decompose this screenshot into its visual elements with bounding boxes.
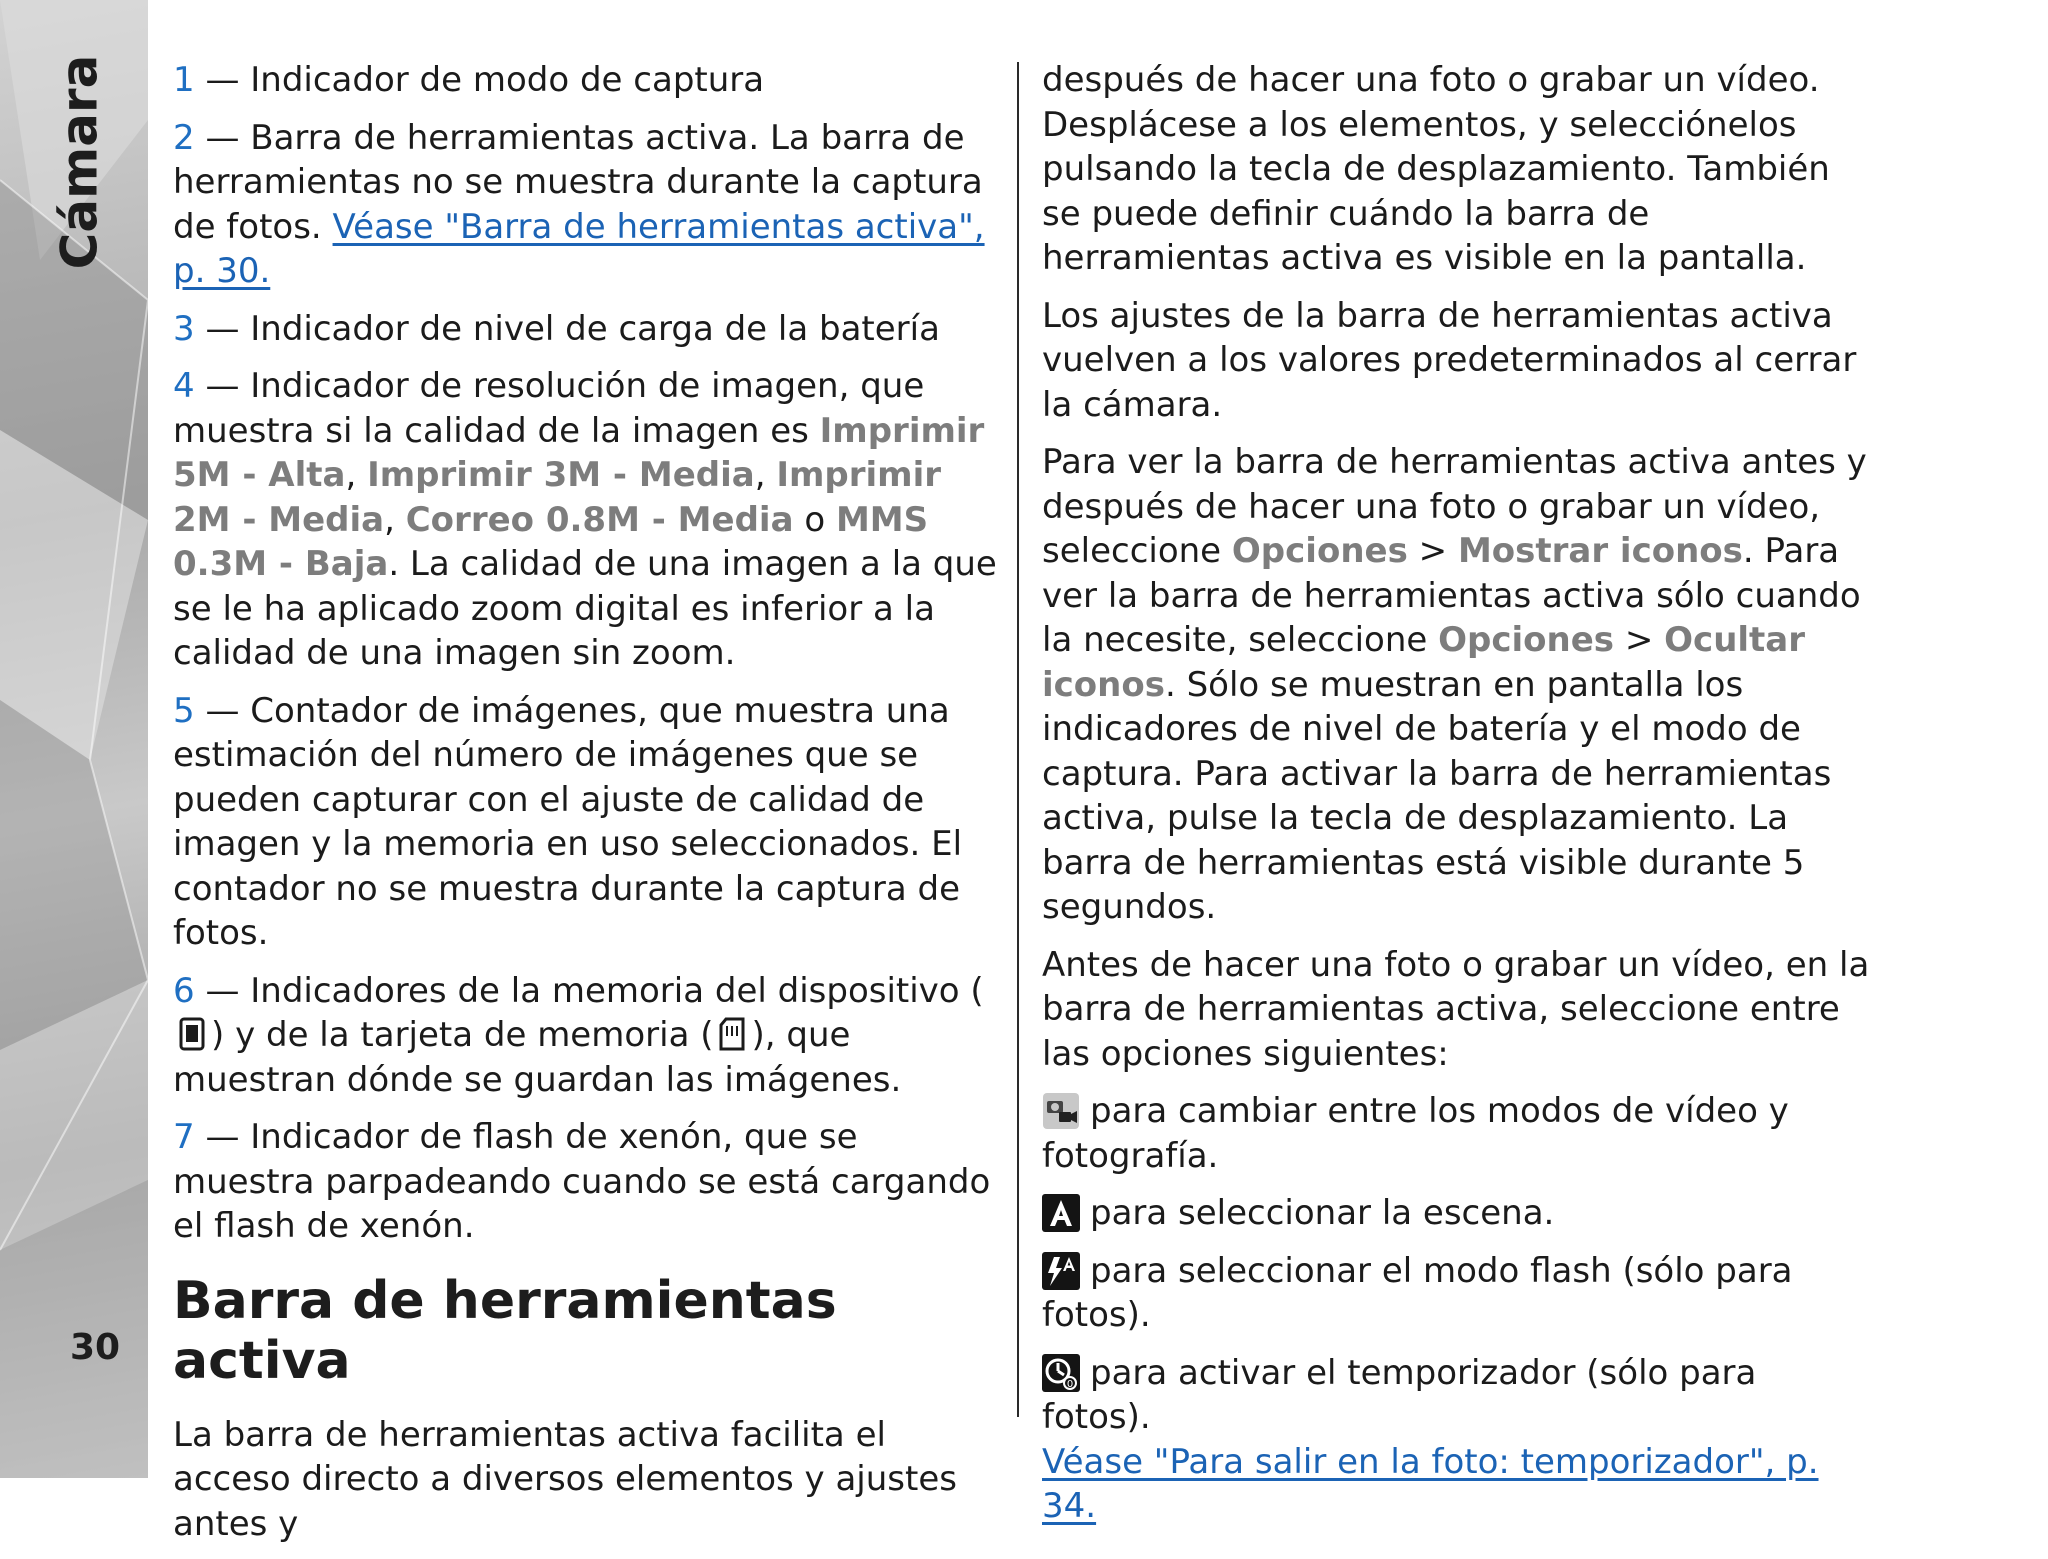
item-text: ) y de la tarjeta de memoria ( bbox=[211, 1015, 714, 1055]
item-text: ), que muestran dónde se guardan las imágenes. bbox=[173, 1015, 902, 1100]
flash-auto-icon bbox=[1042, 1252, 1080, 1290]
camera-video-switch-icon bbox=[1042, 1092, 1080, 1130]
option-text: para cambiar entre los modos de vídeo y fotografía. bbox=[1042, 1091, 1789, 1176]
sidebar bbox=[0, 0, 148, 1478]
device-memory-icon bbox=[177, 1016, 207, 1052]
list-item-4 bbox=[173, 364, 1003, 676]
item-number: 5 bbox=[173, 690, 195, 731]
list-item-6 bbox=[173, 969, 1003, 1103]
option-mode-switch bbox=[1042, 1089, 1872, 1178]
right-column bbox=[1042, 58, 1872, 1542]
item-number: 4 bbox=[173, 366, 195, 406]
option-text: para seleccionar el modo flash (sólo para fotos). bbox=[1042, 1250, 1793, 1335]
paragraph-text: Para ver la barra de herramientas activa antes y después de hacer una foto o grabar un vídeo, seleccione bbox=[1042, 442, 1867, 571]
paragraph-3 bbox=[1042, 440, 1872, 930]
option-text: para activar el temporizador (sólo para fotos). bbox=[1042, 1352, 1757, 1437]
memory-card-icon bbox=[717, 1016, 747, 1052]
separator: , bbox=[754, 455, 777, 495]
option-scene bbox=[1042, 1191, 1872, 1236]
separator: , bbox=[384, 499, 406, 540]
item-text: — Indicador de modo de captura bbox=[194, 60, 765, 100]
menu-hide-icons: Ocultar iconos bbox=[1042, 620, 1806, 705]
list-item-7 bbox=[173, 1115, 1003, 1249]
item-text: — Barra de herramientas activa. La barra de herramientas no se muestra durante la captura de fotos. bbox=[173, 117, 983, 247]
intro-paragraph: La barra de herramientas activa facilita el acceso directo a diversos elementos y ajustes antes y bbox=[173, 1414, 957, 1544]
option-timer bbox=[1042, 1351, 1872, 1529]
paragraph-text: . Para ver la barra de herramientas activa sólo cuando la necesite, seleccione bbox=[1042, 531, 1861, 660]
paragraph-1: después de hacer una foto o grabar un vídeo. Desplácese a los elementos, y selecciónelos pulsando la tecla de desplazamiento. También se puede definir cuándo la barra de herramientas activa es visible en la pantalla. bbox=[1042, 60, 1830, 278]
scene-auto-icon bbox=[1042, 1194, 1080, 1232]
section-heading: Barra de herramientas activa bbox=[173, 1270, 837, 1391]
self-timer-reference-link[interactable]: Véase "Para salir en la foto: temporizador", p. 34. bbox=[1042, 1441, 1819, 1526]
list-item-2 bbox=[173, 116, 1003, 294]
item-number: 2 bbox=[173, 117, 195, 158]
column-divider bbox=[1017, 62, 1019, 1417]
menu-arrow: > bbox=[1407, 531, 1458, 571]
item-number: 1 bbox=[173, 60, 195, 100]
menu-arrow: > bbox=[1614, 620, 1665, 660]
item-text: — Indicador de resolución de imagen, que muestra si la calidad de la imagen es bbox=[173, 366, 925, 451]
option-text: para seleccionar la escena. bbox=[1090, 1193, 1555, 1233]
menu-options: Opciones bbox=[1438, 620, 1615, 660]
item-number: 6 bbox=[173, 970, 195, 1011]
quality-option-email: Correo 0.8M - Media bbox=[405, 499, 794, 540]
separator: o bbox=[793, 499, 836, 540]
quality-option-print-3m: Imprimir 3M - Media bbox=[367, 455, 755, 495]
option-flash bbox=[1042, 1249, 1872, 1338]
item-text: — Indicador de nivel de carga de la batería bbox=[194, 308, 940, 349]
left-column bbox=[173, 58, 1003, 1559]
paragraph-text: . Sólo se muestran en pantalla los indicadores de nivel de batería y el modo de captura. Para activar la barra de herramientas activa, pulse la tecla de desplazamiento. La barra de herramientas está visible durante 5 segundos. bbox=[1042, 664, 1832, 927]
svg-text:0: 0 bbox=[1066, 1378, 1074, 1390]
item-number: 7 bbox=[173, 1117, 195, 1157]
menu-show-icons: Mostrar iconos bbox=[1457, 531, 1743, 571]
item-text: . La calidad de una imagen a la que se le ha aplicado zoom digital es inferior a la calidad de una imagen sin zoom. bbox=[173, 544, 997, 673]
quality-option-print-2m: Imprimir 2M - Media bbox=[173, 455, 942, 540]
toolbar-reference-link[interactable]: Véase "Barra de herramientas activa", p. 30. bbox=[173, 206, 985, 291]
page-number: 30 bbox=[70, 1327, 121, 1368]
separator: , bbox=[345, 455, 368, 495]
self-timer-icon bbox=[1042, 1354, 1080, 1392]
quality-option-mms: MMS 0.3M - Baja bbox=[173, 499, 929, 584]
item-number: 3 bbox=[173, 308, 195, 349]
quality-option-print-5m: Imprimir 5M - Alta bbox=[173, 410, 985, 495]
paragraph-2: Los ajustes de la barra de herramientas activa vuelven a los valores predeterminados al cerrar la cámara. bbox=[1042, 295, 1857, 425]
list-item-5 bbox=[173, 689, 1003, 956]
item-text: — Contador de imágenes, que muestra una estimación del número de imágenes que se pueden capturar con el ajuste de calidad de imagen y la memoria en uso seleccionados. El contador no se muestra durante la captura de fotos. bbox=[173, 690, 963, 953]
list-item-3 bbox=[173, 307, 1003, 352]
item-text: — Indicadores de la memoria del dispositivo ( bbox=[194, 970, 984, 1011]
section-title: Cámara bbox=[50, 54, 108, 270]
item-text: — Indicador de flash de xenón, que se muestra parpadeando cuando se está cargando el flash de xenón. bbox=[173, 1117, 991, 1246]
menu-options: Opciones bbox=[1231, 531, 1408, 571]
list-item-1 bbox=[173, 58, 1003, 103]
paragraph-4: Antes de hacer una foto o grabar un vídeo, en la barra de herramientas activa, seleccione entre las opciones siguientes: bbox=[1042, 944, 1870, 1074]
